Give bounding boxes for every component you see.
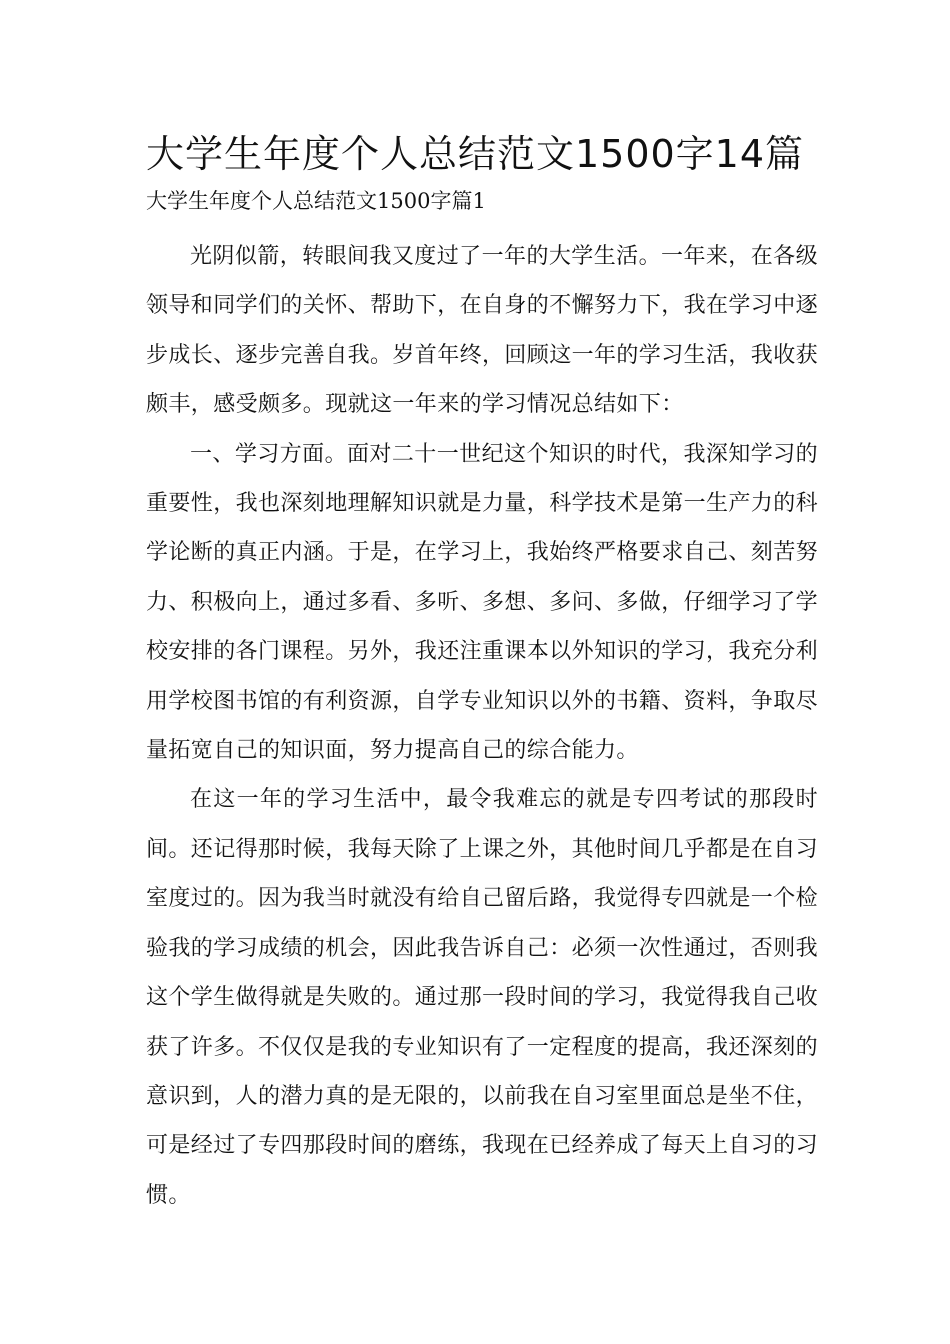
document-title: 大学生年度个人总结范文1500字14篇 — [145, 132, 805, 176]
paragraph: 在这一年的学习生活中，最令我难忘的就是专四考试的那段时间。还记得那时候，我每天除了上课之外，其他时间几乎都是在自习室度过的。因为我当时就没有给自己留后路，我觉得专四就是一个检验我的学习成绩的机会，因此我告诉自己：必须一次性通过，否则我这个学生做得就是失败的。通过那一段时间的学习，我觉得我自己收获了许多。不仅仅是我的专业知识有了一定程度的提高，我还深刻的意识到，人的潜力真的是无限的，以前我在自习室里面总是坐不住，可是经过了专四那段时间的磨练，我现在已经养成了每天上自习的习惯。 — [146, 787, 819, 1208]
paragraph: 光阴似箭，转眼间我又度过了一年的大学生活。一年来，在各级领导和同学们的关怀、帮助下，在自身的不懈努力下，我在学习中逐步成长、逐步完善自我。岁首年终，回顾这一年的学习生活，我收获颇丰，感受颇多。现就这一年来的学习情况总结如下： — [146, 244, 819, 418]
paragraph: 一、学习方面。面对二十一世纪这个知识的时代，我深知学习的重要性，我也深刻地理解知识就是力量，科学技术是第一生产力的科学论断的真正内涵。于是，在学习上，我始终严格要求自己、刻苦努力、积极向上，通过多看、多听、多想、多问、多做，仔细学习了学校安排的各门课程。另外，我还注重课本以外知识的学习，我充分利用学校图书馆的有利资源，自学专业知识以外的书籍、资料，争取尽量拓宽自己的知识面，努力提高自己的综合能力。 — [146, 441, 819, 764]
section-heading: 大学生年度个人总结范文1500字篇1 — [146, 189, 486, 213]
document-body — [146, 232, 818, 1220]
